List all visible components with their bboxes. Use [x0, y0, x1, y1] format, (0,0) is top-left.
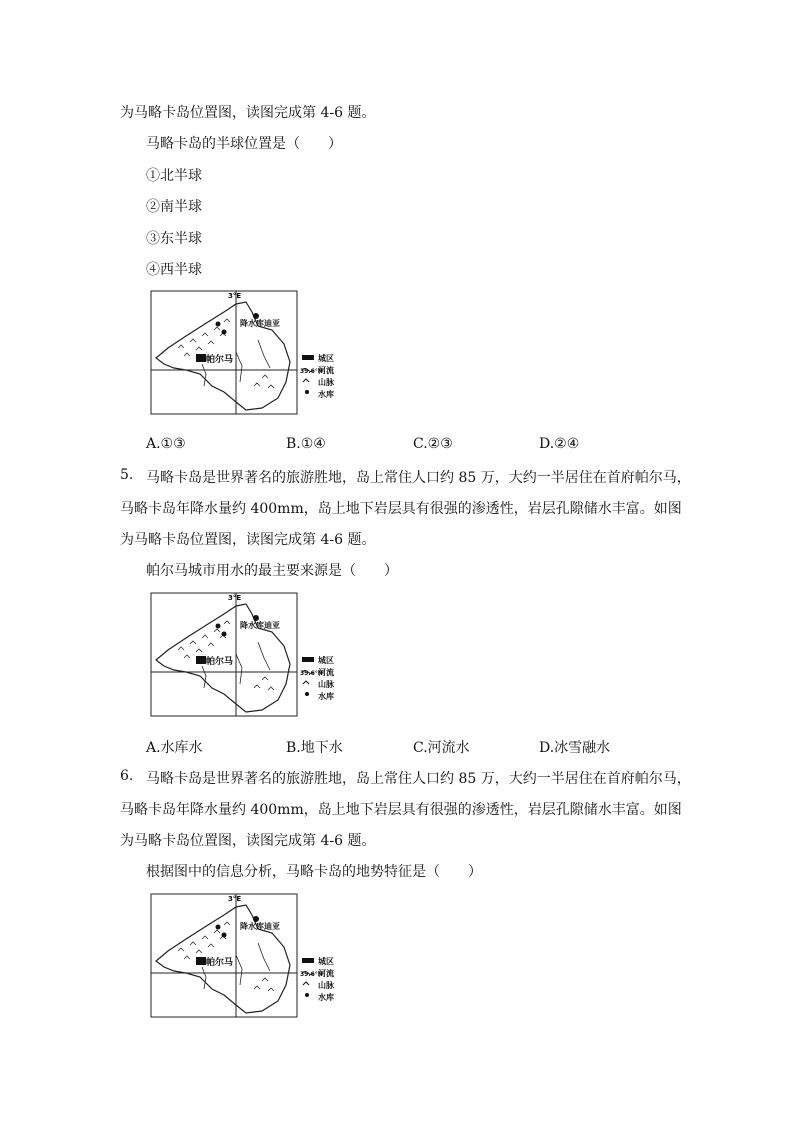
q5-passage-line1: 马略卡岛是世界著名的旅游胜地，岛上常住人口约 85 万，大约一半居住在首府帕尔马， [146, 470, 691, 486]
map-city-label: 帕尔马 [206, 355, 234, 365]
map-city-label: 帕尔马 [206, 958, 234, 968]
legend-urban: 城区 [318, 354, 334, 363]
legend-urban: 城区 [318, 656, 334, 665]
legend-reservoir: 水库 [318, 993, 334, 1002]
q4-option-b[interactable]: B.①④ [286, 436, 326, 452]
q5-number: 5. [120, 467, 134, 483]
q5-options [146, 737, 666, 757]
q6-passage-line1: 马略卡岛是世界著名的旅游胜地，岛上常住人口约 85 万，大约一半居住在首府帕尔马， [146, 771, 691, 787]
q4-map-figure [150, 290, 356, 416]
q4-statement-2: ②南半球 [146, 199, 202, 215]
q5-option-d[interactable]: D.冰雪融水 [539, 740, 611, 756]
q5-option-b[interactable]: B.地下水 [286, 740, 343, 756]
map-reservoir-label: 降水库迪亚 [240, 621, 280, 630]
q6-number: 6. [120, 768, 134, 784]
q5-passage-line3: 为马略卡岛位置图，读图完成第 4-6 题。 [120, 532, 376, 548]
legend-mountain: 山脉 [318, 378, 334, 387]
map-latitude-label: 39.6°N [300, 971, 323, 978]
q5-passage-line2: 马略卡岛年降水量约 400mm，岛上地下岩层具有很强的渗透性，岩层孔隙储水丰富。如图 [120, 501, 682, 517]
map-longitude-label: 3°E [228, 895, 242, 903]
legend-river: 河流 [318, 969, 334, 978]
map-longitude-label: 3°E [228, 594, 242, 602]
q4-statement-1: ①北半球 [146, 168, 202, 184]
map-reservoir-label: 降水库迪亚 [240, 319, 280, 328]
q6-question: 根据图中的信息分析，马略卡岛的地势特征是（ ） [146, 864, 482, 880]
legend-reservoir: 水库 [318, 390, 334, 399]
map-city-label: 帕尔马 [206, 657, 234, 667]
q4-option-c[interactable]: C.②③ [413, 436, 453, 452]
map-latitude-label: 39.6°N [300, 368, 323, 375]
map-reservoir-label: 降水库迪亚 [240, 922, 280, 931]
q4-statement-3: ③东半球 [146, 231, 202, 247]
q4-option-a[interactable]: A.①③ [146, 436, 186, 452]
q5-option-c[interactable]: C.河流水 [413, 740, 470, 756]
q4-question: 马略卡岛的半球位置是（ ） [146, 136, 342, 152]
q4-passage-tail: 为马略卡岛位置图，读图完成第 4-6 题。 [120, 105, 376, 121]
legend-mountain: 山脉 [318, 981, 334, 990]
q4-statement-4: ④西半球 [146, 262, 202, 278]
map-longitude-label: 3°E [228, 292, 242, 300]
legend-river: 河流 [318, 668, 334, 677]
q5-question: 帕尔马城市用水的最主要来源是（ ） [146, 563, 398, 579]
legend-mountain: 山脉 [318, 680, 334, 689]
q4-option-d[interactable]: D.②④ [539, 436, 580, 452]
legend-urban: 城区 [318, 957, 334, 966]
q6-passage-line3: 为马略卡岛位置图，读图完成第 4-6 题。 [120, 833, 376, 849]
q6-passage-line2: 马略卡岛年降水量约 400mm，岛上地下岩层具有很强的渗透性，岩层孔隙储水丰富。如图 [120, 802, 682, 818]
q4-options [146, 436, 666, 456]
q5-option-a[interactable]: A.水库水 [146, 740, 203, 756]
legend-reservoir: 水库 [318, 692, 334, 701]
map-latitude-label: 39.6°N [300, 670, 323, 677]
q5-map-figure [150, 592, 356, 718]
legend-river: 河流 [318, 366, 334, 375]
q6-map-figure [150, 893, 356, 1019]
